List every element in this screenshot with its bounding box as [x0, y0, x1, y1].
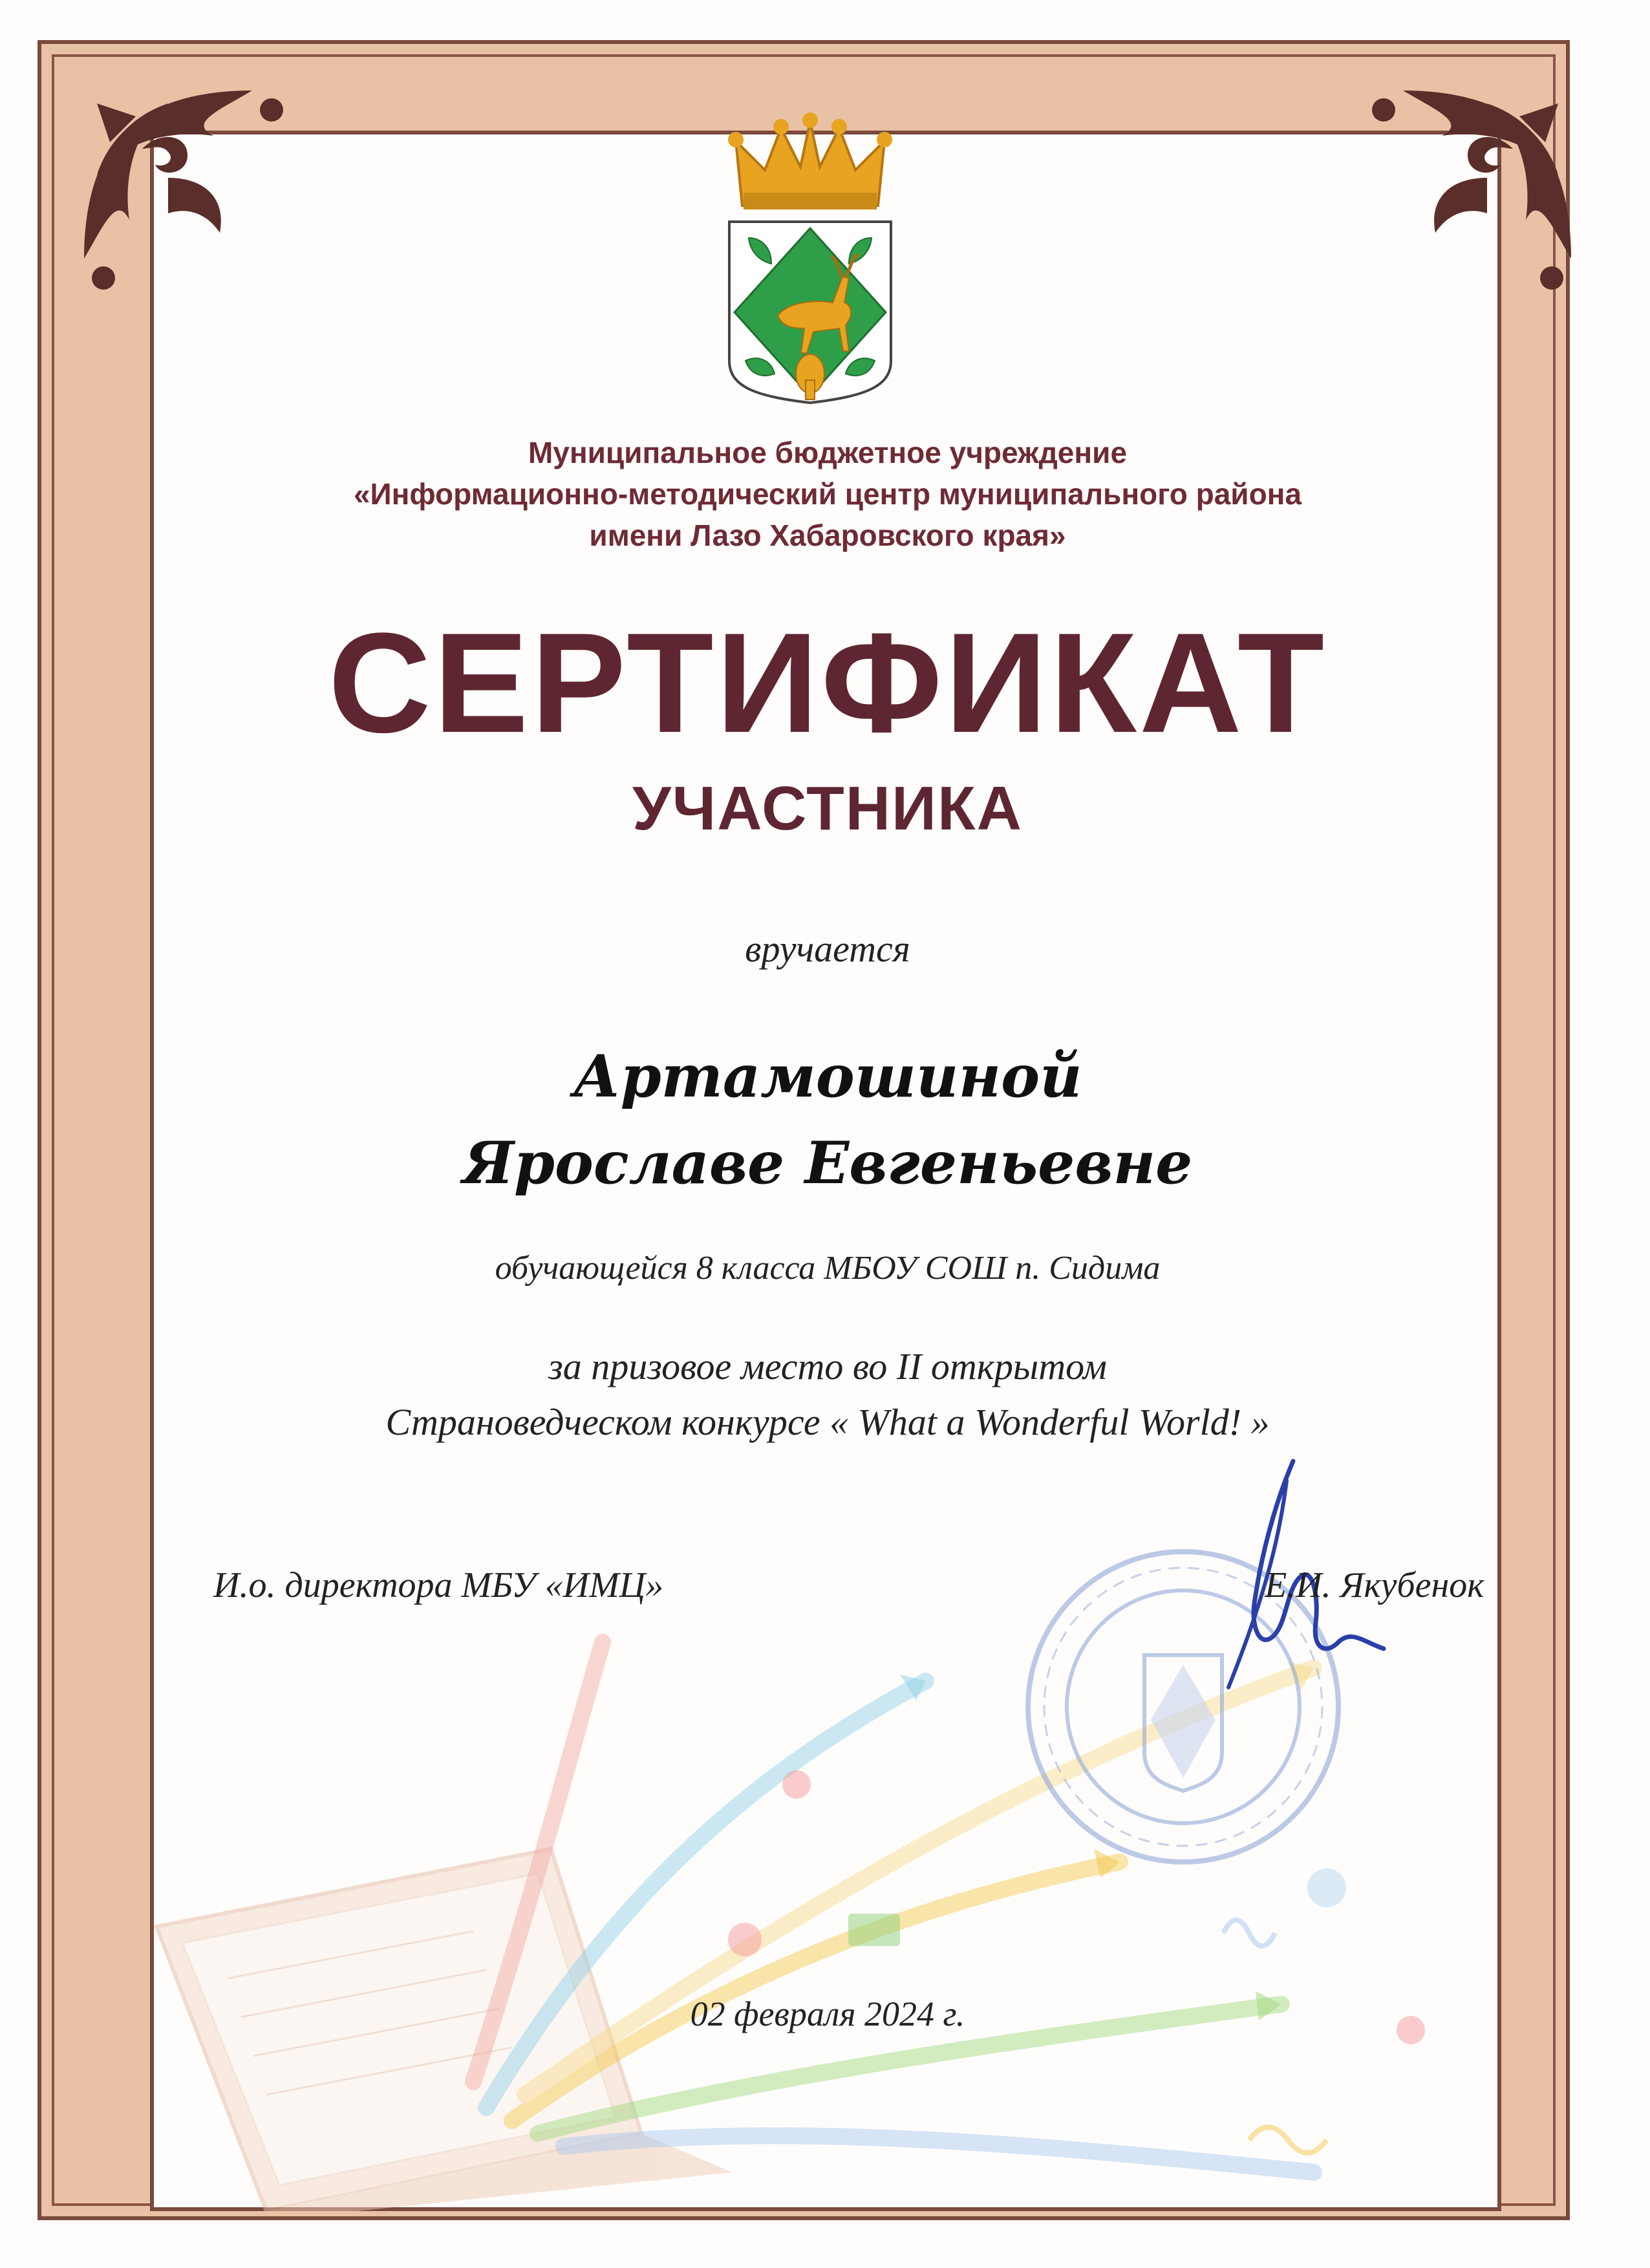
corner-ornament-top-right-icon: [1351, 65, 1597, 310]
issue-date: 02 февраля 2024 г.: [690, 1995, 965, 2033]
crown-icon: [728, 112, 892, 209]
reason-line-1: за призовое место во II открытом: [548, 1345, 1107, 1387]
signatory-name: Е.И. Якубенок: [1265, 1565, 1484, 1605]
certificate-title: СЕРТИФИКАТ: [328, 603, 1327, 762]
signatory-position: И.о. директора МБУ «ИМЦ»: [213, 1565, 664, 1605]
awarded-text: вручается: [745, 928, 910, 970]
institution-line-3: имени Лазо Хабаровского края»: [589, 519, 1066, 552]
institution-line-2: «Информационно-методический центр муниципального района: [353, 477, 1302, 511]
institution-line-1: Муниципальное бюджетное учреждение: [528, 436, 1128, 469]
corner-ornament-top-left-icon: [58, 65, 304, 310]
certificate-subtitle: УЧАСТНИКА: [632, 774, 1023, 843]
reason-line-2: Страноведческом конкурсе « What a Wonderful World! »: [385, 1401, 1270, 1443]
recipient-given-names: Ярославе Евгеньевне: [462, 1129, 1193, 1197]
coat-of-arms-icon: [716, 109, 904, 406]
recipient-surname: Артамошиной: [573, 1042, 1082, 1111]
student-info: обучающейся 8 класса МБОУ СОШ п. Сидима: [495, 1250, 1161, 1287]
